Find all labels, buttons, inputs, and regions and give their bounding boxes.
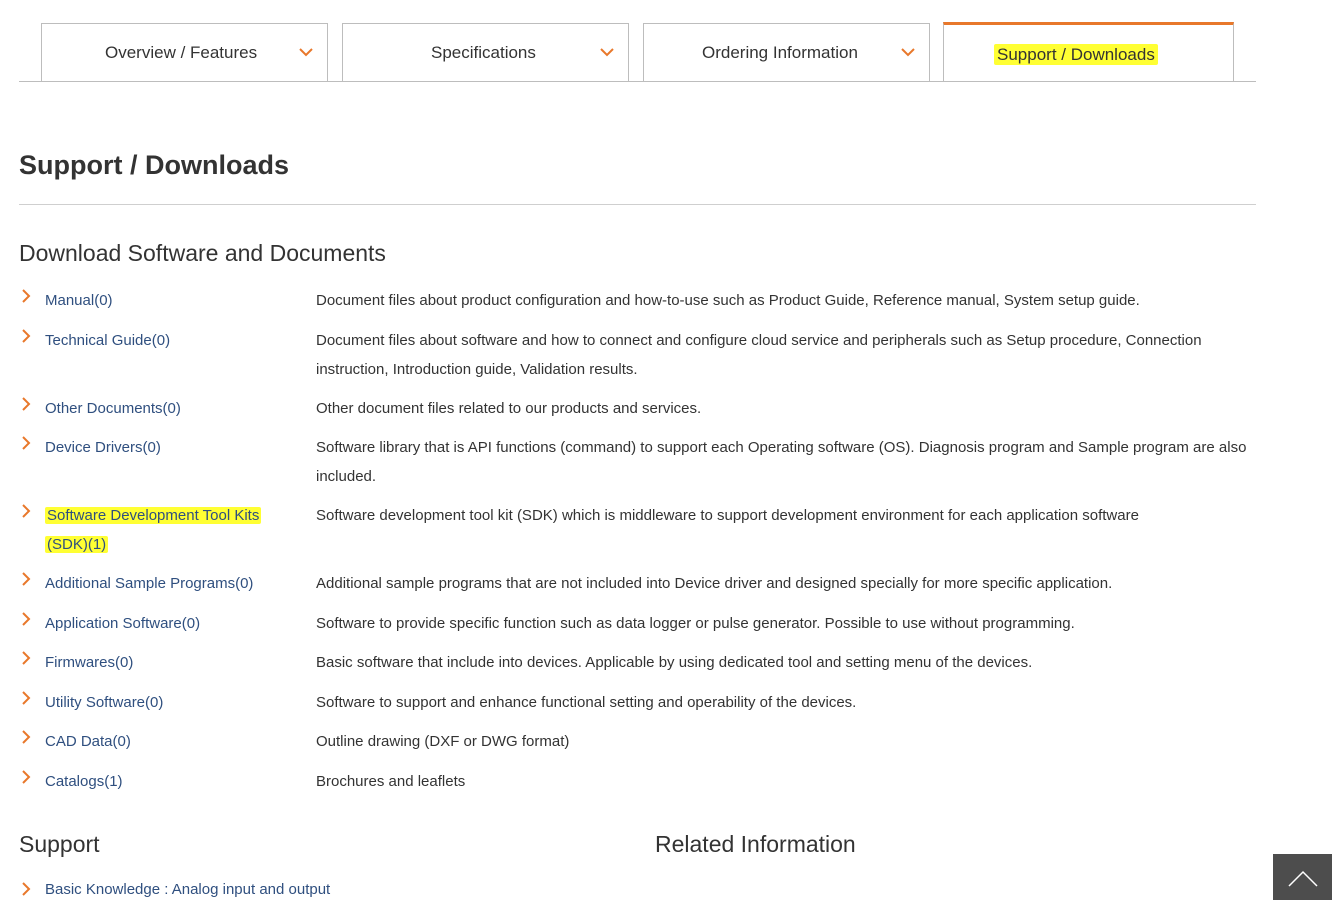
chevron-down-icon — [298, 44, 314, 60]
chevron-right-icon — [19, 504, 33, 518]
chevron-right-icon — [19, 329, 33, 343]
download-description: Other document files related to our products and services. — [316, 400, 702, 417]
highlighted-text: (SDK)(1) — [47, 536, 107, 553]
chevron-right-icon — [19, 289, 33, 303]
downloads-section-title: Download Software and Documents — [19, 240, 386, 266]
tab-label: Overview / Features — [105, 43, 258, 62]
chevron-up-icon — [1287, 868, 1319, 888]
page-title: Support / Downloads — [19, 150, 289, 180]
download-description: Document files about software and how to connect and configure cloud service and peripherals such as Setup procedure, Connection instruction, Introduction guide, Validation results. — [316, 332, 1202, 378]
chevron-right-icon — [19, 691, 33, 705]
tab-label — [994, 45, 1158, 65]
tabs-baseline — [19, 81, 1256, 82]
download-description: Software to provide specific function such as data logger or pulse generator. Possible to use without programming. — [316, 615, 1075, 632]
chevron-right-icon — [19, 882, 33, 896]
download-description: Software development tool kit (SDK) which is middleware to support development environment for each application software — [316, 507, 1139, 524]
tab-ordering-information[interactable] — [643, 23, 930, 81]
download-description: Brochures and leaflets — [316, 773, 466, 790]
download-link-manual[interactable]: Manual(0) — [45, 292, 113, 309]
download-description: Software to support and enhance functional setting and operability of the devices. — [316, 694, 857, 711]
download-description: Basic software that include into devices. Applicable by using dedicated tool and setting menu of the devices. — [316, 654, 1033, 671]
tab-label: Specifications — [431, 43, 536, 62]
chevron-right-icon — [19, 436, 33, 450]
chevron-right-icon — [19, 651, 33, 665]
download-link-catalogs[interactable]: Catalogs(1) — [45, 773, 123, 790]
chevron-right-icon — [19, 770, 33, 784]
download-link-utility-software[interactable]: Utility Software(0) — [45, 694, 164, 711]
chevron-down-icon — [900, 44, 916, 60]
tab-overview-features[interactable] — [41, 23, 328, 81]
tab-support-downloads[interactable] — [943, 22, 1234, 81]
download-link-technical-guide[interactable]: Technical Guide(0) — [45, 332, 171, 349]
download-description: Document files about product configuration and how-to-use such as Product Guide, Reference manual, System setup guide. — [316, 292, 1140, 309]
download-link-additional-sample-programs[interactable]: Additional Sample Programs(0) — [45, 575, 254, 592]
download-link-firmwares[interactable]: Firmwares(0) — [45, 654, 134, 671]
download-description: Software library that is API functions (command) to support each Operating software (OS). Diagnosis program and Sample program are also included. — [316, 439, 1247, 485]
chevron-right-icon — [19, 730, 33, 744]
chevron-right-icon — [19, 397, 33, 411]
related-information-title: Related Information — [655, 831, 856, 857]
support-section-title: Support — [19, 831, 100, 857]
divider — [19, 204, 1256, 205]
download-description: Additional sample programs that are not included into Device driver and designed specially for more specific application. — [316, 575, 1113, 592]
tab-label: Ordering Information — [702, 43, 858, 62]
tab-specifications[interactable] — [342, 23, 629, 81]
download-description: Outline drawing (DXF or DWG format) — [316, 733, 570, 750]
download-link-cad-data[interactable]: CAD Data(0) — [45, 733, 131, 750]
back-to-top-button[interactable] — [1273, 854, 1332, 900]
highlighted-text: Software Development Tool Kits — [47, 507, 260, 524]
download-link-sdk[interactable] — [45, 501, 295, 559]
chevron-down-icon — [599, 44, 615, 60]
download-link-application-software[interactable]: Application Software(0) — [45, 615, 201, 632]
tab-label-highlight: Support / Downloads — [994, 44, 1158, 65]
download-link-device-drivers[interactable]: Device Drivers(0) — [45, 439, 161, 456]
chevron-right-icon — [19, 572, 33, 586]
chevron-right-icon — [19, 612, 33, 626]
download-link-other-documents[interactable]: Other Documents(0) — [45, 400, 181, 417]
support-link-basic-knowledge[interactable]: Basic Knowledge : Analog input and output — [45, 881, 331, 898]
